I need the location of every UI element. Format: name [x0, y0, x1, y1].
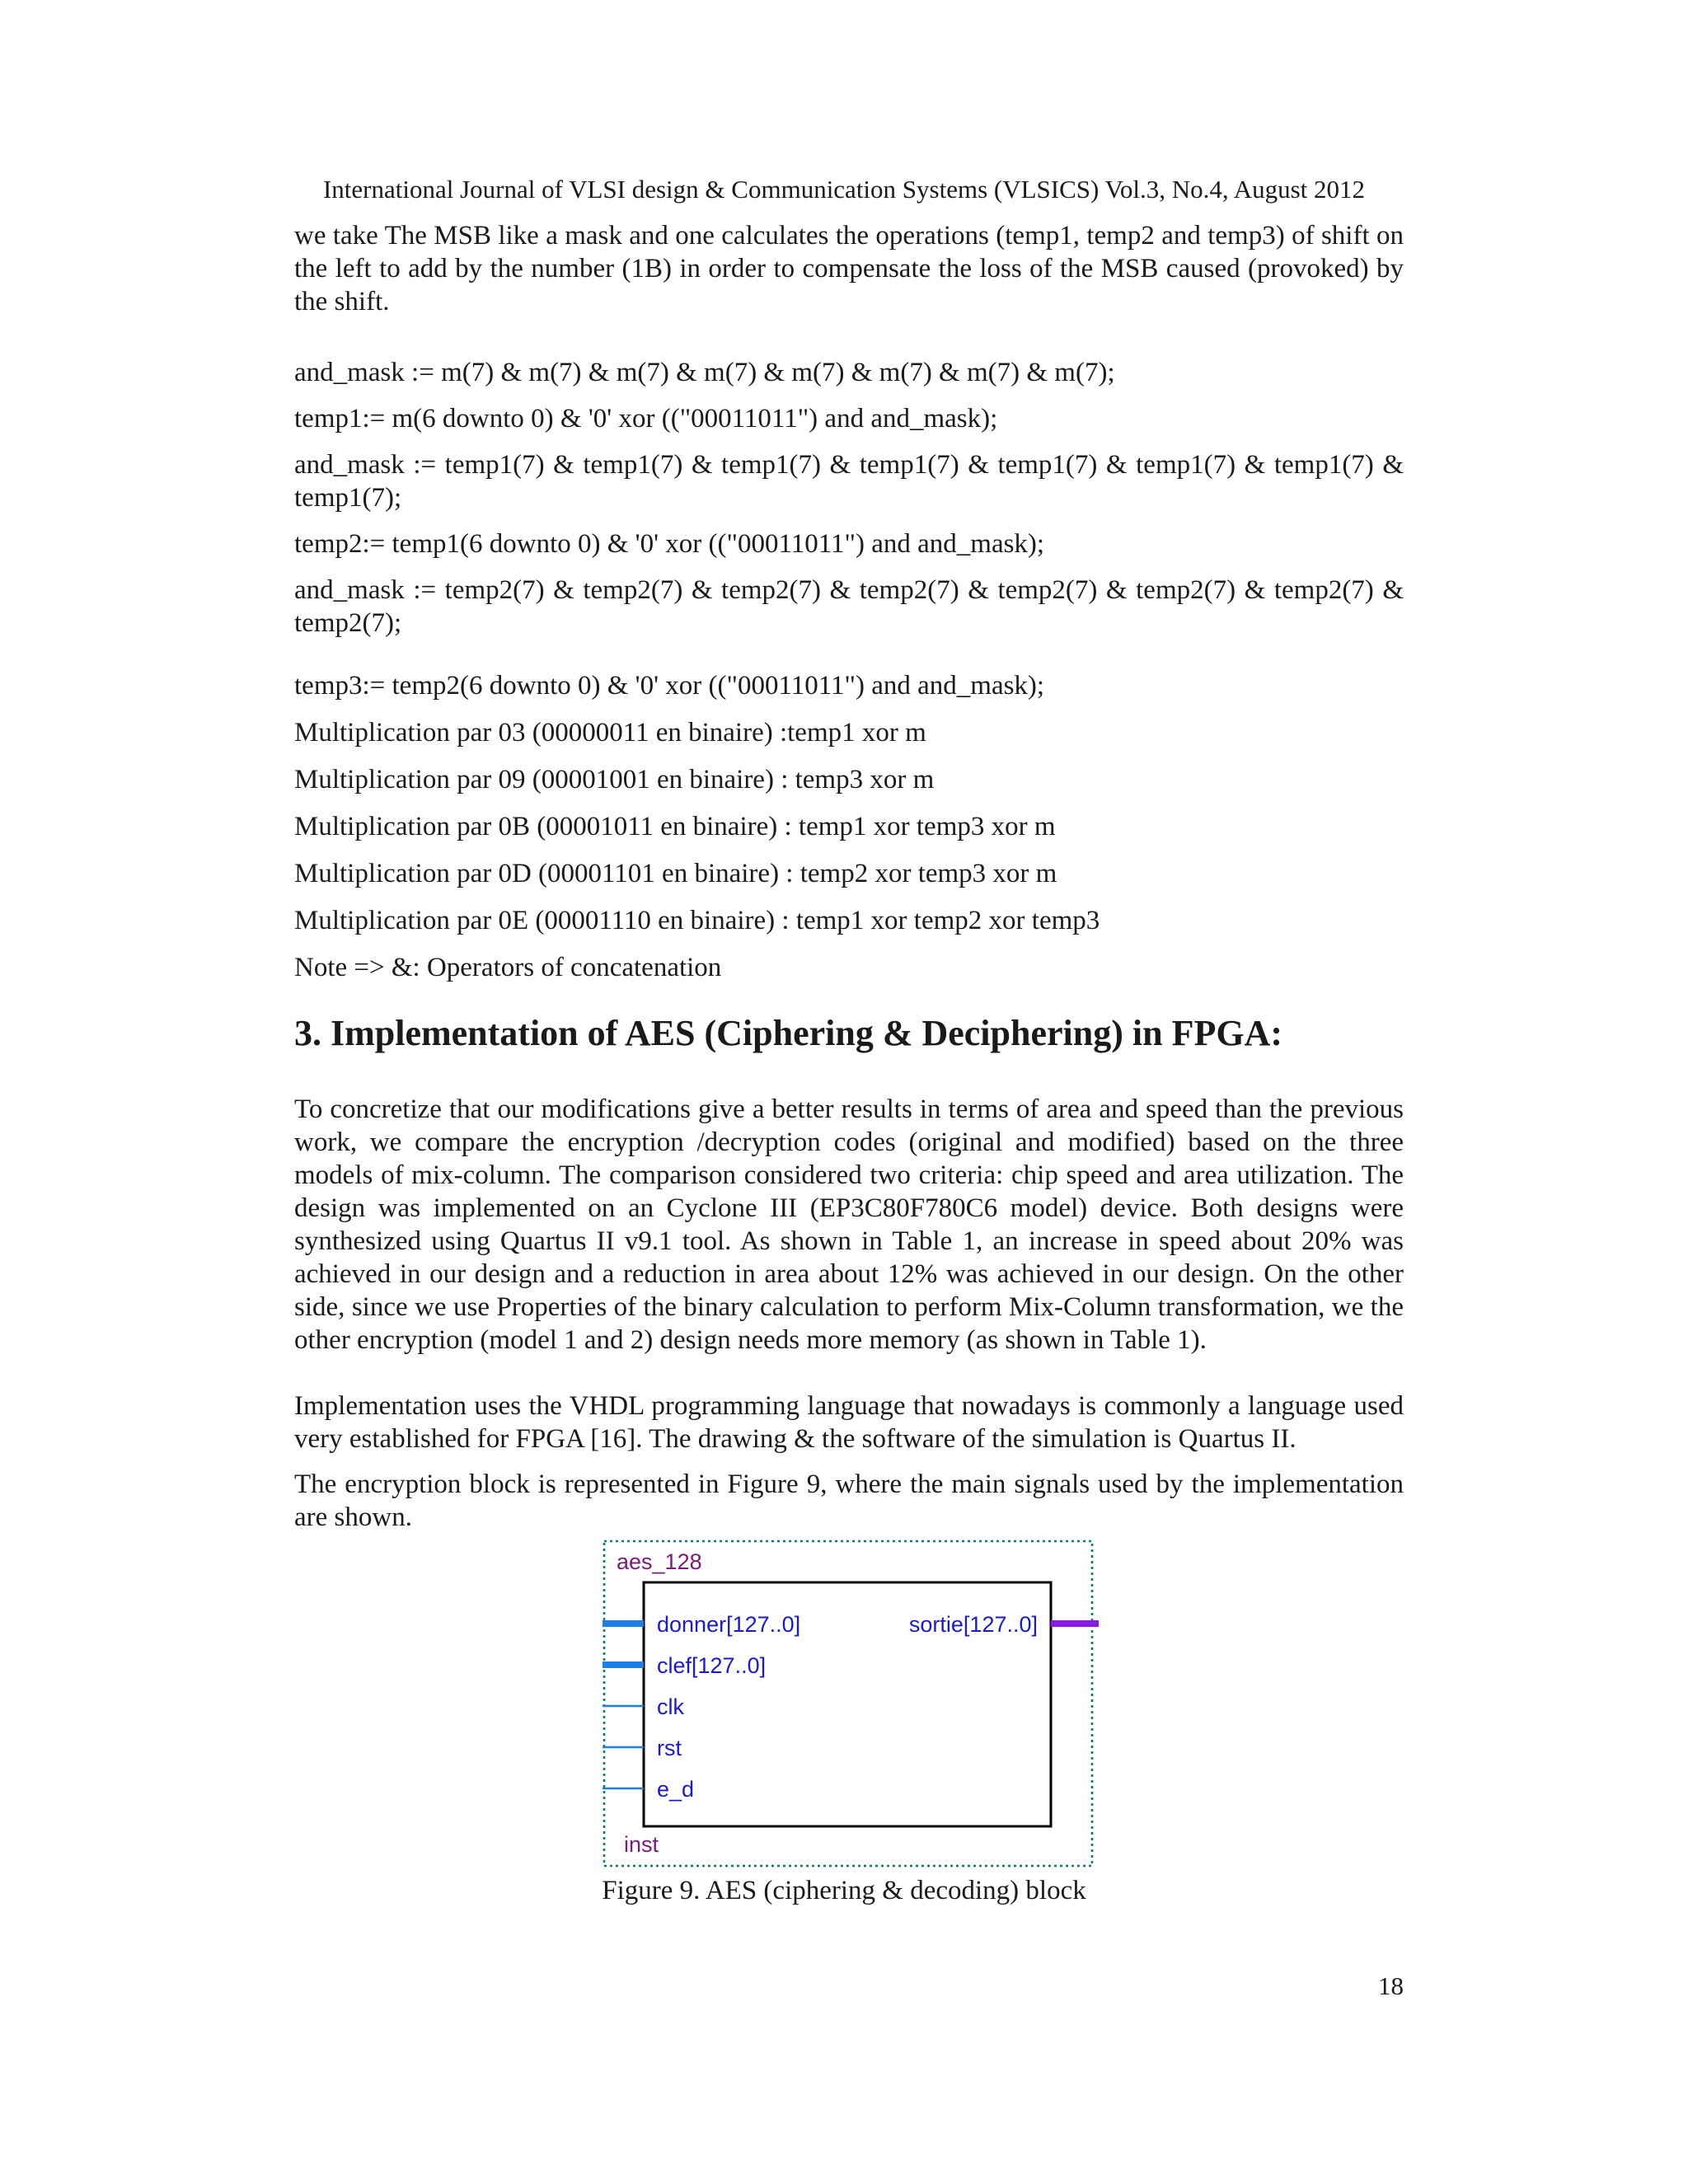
multiplication-line: Multiplication par 0B (00001011 en binaire) : temp1 xor temp3 xor m — [294, 812, 1056, 841]
section-heading: 3. Implementation of AES (Ciphering & Deciphering) in FPGA: — [294, 1013, 1282, 1053]
code-line-4-block — [294, 527, 1404, 560]
aes-block-svg — [589, 1535, 1100, 1872]
instance-name-label: inst — [624, 1832, 659, 1857]
code-line-6-block — [294, 669, 1404, 702]
mult-line-4-block — [294, 857, 1404, 890]
module-name-label: aes_128 — [617, 1549, 702, 1574]
body-para-2-block — [294, 1390, 1404, 1455]
intro-paragraph: we take The MSB like a mask and one calculates the operations (temp1, temp2 and temp3) of shift on the left to add by the number (1B) in order to compensate the loss of the MSB caused (provoked) by the shift. — [294, 221, 1404, 316]
code-line-2-block — [294, 402, 1404, 435]
code-line-1-block — [294, 356, 1404, 389]
body-para-3-block — [294, 1468, 1404, 1534]
port-label-rst: rst — [657, 1736, 682, 1760]
figure-caption: Figure 9. AES (ciphering & decoding) block — [602, 1876, 1086, 1905]
port-label-clef: clef[127..0] — [657, 1653, 767, 1678]
aes-block-diagram — [589, 1535, 1100, 1872]
multiplication-line: Multiplication par 0E (00001110 en binaire) : temp1 xor temp2 xor temp3 — [294, 906, 1100, 935]
multiplication-line: Multiplication par 0D (00001101 en binaire) : temp2 xor temp3 xor m — [294, 859, 1057, 888]
code-line-3-block — [294, 448, 1404, 514]
code-line: and_mask := temp1(7) & temp1(7) & temp1(7) & temp1(7) & temp1(7) & temp1(7) & temp1(7) & temp1(7); — [294, 450, 1404, 513]
code-line-5-block — [294, 574, 1404, 640]
body-para-1-block — [294, 1093, 1404, 1357]
port-label-donner: donner[127..0] — [657, 1612, 801, 1637]
mult-line-3-block — [294, 810, 1404, 843]
multiplication-line: Multiplication par 03 (00000011 en binaire) :temp1 xor m — [294, 718, 926, 748]
port-label-e_d: e_d — [657, 1777, 695, 1802]
port-label-sortie: sortie[127..0] — [908, 1612, 1038, 1637]
body-paragraph: The encryption block is represented in Figure 9, where the main signals used by the implementation are shown. — [294, 1469, 1404, 1532]
running-header: International Journal of VLSI design & Communication Systems (VLSICS) Vol.3, No.4, August 2012 — [322, 175, 1366, 204]
body-paragraph: Implementation uses the VHDL programming language that nowadays is commonly a language used very established for FPGA [16]. The drawing & the software of the simulation is Quartus II. — [294, 1391, 1404, 1454]
code-line: temp3:= temp2(6 downto 0) & '0' xor (("00011011") and and_mask); — [294, 671, 1045, 701]
code-line: temp2:= temp1(6 downto 0) & '0' xor (("00011011") and and_mask); — [294, 529, 1045, 559]
code-line: temp1:= m(6 downto 0) & '0' xor (("00011011") and and_mask); — [294, 404, 998, 434]
note-block — [294, 951, 1404, 984]
mult-line-2-block — [294, 763, 1404, 796]
code-line: and_mask := temp2(7) & temp2(7) & temp2(7) & temp2(7) & temp2(7) & temp2(7) & temp2(7) & temp2(7); — [294, 575, 1404, 638]
note-line: Note => &: Operators of concatenation — [294, 953, 722, 982]
mult-line-5-block — [294, 904, 1404, 937]
mult-line-1-block — [294, 716, 1404, 749]
code-line: and_mask := m(7) & m(7) & m(7) & m(7) & m(7) & m(7) & m(7) & m(7); — [294, 358, 1115, 387]
page-number: 18 — [1378, 1971, 1404, 2000]
body-paragraph: To concretize that our modifications give a better results in terms of area and speed than the previous work, we compare the encryption /decryption codes (original and modified) based on the three models of mix-column. The comparison considered two criteria: chip speed and area utilization. The design was implemented on an Cyclone III (EP3C80F780C6 model) device. Both designs were synthesized using Quartus II v9.1 tool. As shown in Table 1, an increase in speed about 20% was achieved in our design and a reduction in area about 12% was achieved in our design. On the other side, since we use Properties of the binary calculation to perform Mix-Column transformation, we the other encryption (model 1 and 2) design needs more memory (as shown in Table 1). — [294, 1094, 1404, 1355]
intro-block — [294, 219, 1404, 318]
multiplication-line: Multiplication par 09 (00001001 en binaire) : temp3 xor m — [294, 765, 935, 794]
port-label-clk: clk — [657, 1694, 684, 1719]
